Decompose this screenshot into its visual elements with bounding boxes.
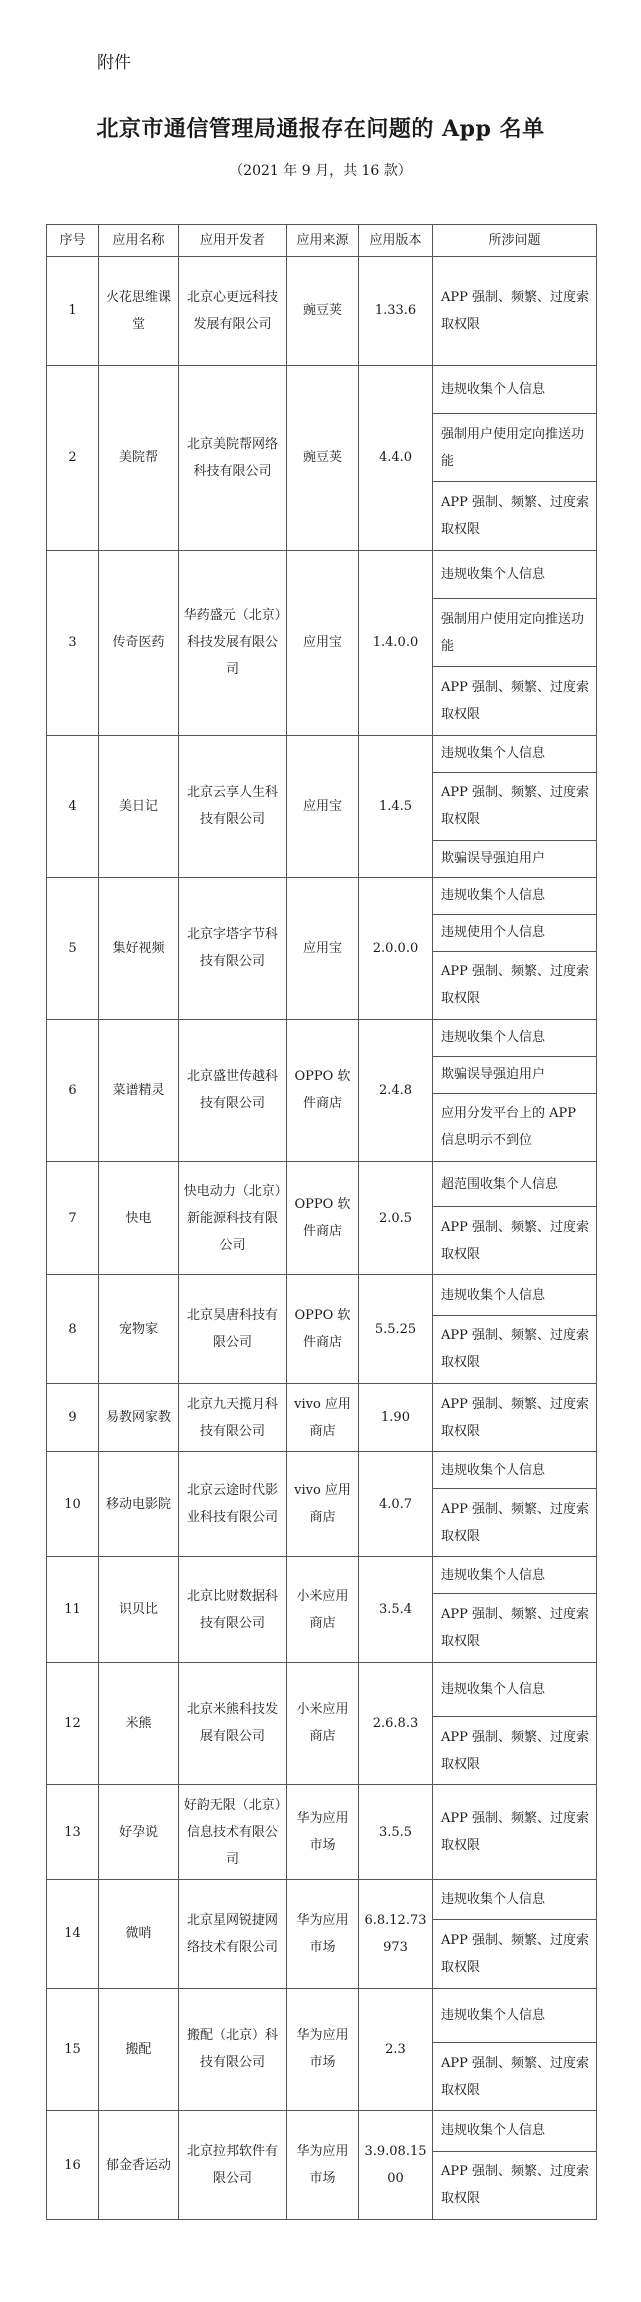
cell-no: 3 (47, 550, 99, 735)
table-row (47, 2111, 597, 2151)
cell-no: 14 (47, 1879, 99, 1988)
cell-developer: 北京字塔字节科技有限公司 (179, 877, 287, 1019)
cell-issue: 强制用户使用定向推送功能 (433, 599, 597, 667)
cell-app-name: 微哨 (99, 1879, 179, 1988)
cell-no: 9 (47, 1384, 99, 1452)
cell-source: OPPO 软件商店 (287, 1275, 359, 1384)
cell-app-name: 搬配 (99, 1988, 179, 2111)
cell-issue: APP 强制、频繁、过度索取权限 (433, 1716, 597, 1784)
table-row (47, 1785, 597, 1880)
cell-no: 5 (47, 877, 99, 1019)
col-header-developer: 应用开发者 (179, 225, 287, 257)
cell-version: 6.8.12.73973 (359, 1879, 433, 1988)
cell-no: 15 (47, 1988, 99, 2111)
cell-source: 豌豆荚 (287, 365, 359, 550)
cell-app-name: 宠物家 (99, 1275, 179, 1384)
cell-developer: 北京云享人生科技有限公司 (179, 735, 287, 877)
cell-developer: 北京拉邦软件有限公司 (179, 2111, 287, 2220)
cell-version: 2.6.8.3 (359, 1662, 433, 1785)
cell-developer: 北京美院帮网络科技有限公司 (179, 365, 287, 550)
table-row (47, 735, 597, 772)
col-header-version: 应用版本 (359, 225, 433, 257)
cell-issue: 超范围收集个人信息 (433, 1162, 597, 1207)
cell-no: 1 (47, 257, 99, 366)
table-header-row (47, 225, 597, 257)
cell-developer: 好韵无限（北京）信息技术有限公司 (179, 1785, 287, 1880)
cell-app-name: 识贝比 (99, 1557, 179, 1662)
table-row (47, 1879, 597, 1919)
cell-developer: 北京比财数据科技有限公司 (179, 1557, 287, 1662)
cell-issue: 违规收集个人信息 (433, 1275, 597, 1315)
cell-source: 应用宝 (287, 735, 359, 877)
cell-app-name: 快电 (99, 1162, 179, 1275)
cell-version: 2.4.8 (359, 1019, 433, 1161)
cell-version: 5.5.25 (359, 1275, 433, 1384)
cell-version: 4.0.7 (359, 1452, 433, 1557)
page-subtitle: （2021 年 9 月，共 16 款） (229, 163, 412, 179)
table-row (47, 1275, 597, 1315)
cell-no: 11 (47, 1557, 99, 1662)
cell-developer: 北京昊唐科技有限公司 (179, 1275, 287, 1384)
cell-issue: APP 强制、频繁、过度索取权限 (433, 482, 597, 550)
cell-version: 2.0.0.0 (359, 877, 433, 1019)
cell-issue: 违规收集个人信息 (433, 1019, 597, 1056)
col-header-issues: 所涉问题 (433, 225, 597, 257)
table-row (47, 365, 597, 414)
cell-issue: 违规收集个人信息 (433, 1452, 597, 1489)
table-row (47, 257, 597, 366)
cell-issue: 应用分发平台上的 APP 信息明示不到位 (433, 1093, 597, 1161)
cell-app-name: 郁金香运动 (99, 2111, 179, 2220)
cell-issue: APP 强制、频繁、过度索取权限 (433, 1315, 597, 1383)
cell-version: 1.33.6 (359, 257, 433, 366)
table-body (47, 257, 597, 2220)
cell-developer: 搬配（北京）科技有限公司 (179, 1988, 287, 2111)
cell-app-name: 米熊 (99, 1662, 179, 1785)
cell-no: 4 (47, 735, 99, 877)
table-row (47, 1384, 597, 1452)
cell-source: OPPO 软件商店 (287, 1162, 359, 1275)
cell-source: vivo 应用商店 (287, 1452, 359, 1557)
table-row (47, 1452, 597, 1489)
cell-no: 7 (47, 1162, 99, 1275)
cell-issue: APP 强制、频繁、过度索取权限 (433, 1384, 597, 1452)
cell-source: 小米应用商店 (287, 1557, 359, 1662)
cell-no: 2 (47, 365, 99, 550)
cell-issue: APP 强制、频繁、过度索取权限 (433, 772, 597, 840)
cell-source: 华为应用市场 (287, 1988, 359, 2111)
cell-no: 13 (47, 1785, 99, 1880)
cell-issue: 违规收集个人信息 (433, 1662, 597, 1716)
cell-developer: 北京星网锐捷网络技术有限公司 (179, 1879, 287, 1988)
attachment-label: 附件 (97, 53, 131, 73)
table-row (47, 1019, 597, 1056)
cell-no: 12 (47, 1662, 99, 1785)
cell-no: 16 (47, 2111, 99, 2220)
cell-version: 3.9.08.1500 (359, 2111, 433, 2220)
cell-source: 应用宝 (287, 877, 359, 1019)
cell-version: 1.4.5 (359, 735, 433, 877)
col-header-source: 应用来源 (287, 225, 359, 257)
cell-version: 3.5.5 (359, 1785, 433, 1880)
cell-app-name: 传奇医药 (99, 550, 179, 735)
cell-source: 应用宝 (287, 550, 359, 735)
cell-no: 10 (47, 1452, 99, 1557)
table-row (47, 1988, 597, 2042)
cell-developer: 北京九天揽月科技有限公司 (179, 1384, 287, 1452)
cell-issue: APP 强制、频繁、过度索取权限 (433, 1489, 597, 1557)
cell-issue: 强制用户使用定向推送功能 (433, 414, 597, 482)
cell-issue: 违规收集个人信息 (433, 2111, 597, 2151)
cell-version: 4.4.0 (359, 365, 433, 550)
table-row (47, 1557, 597, 1594)
cell-app-name: 火花思维课堂 (99, 257, 179, 366)
cell-issue: APP 强制、频繁、过度索取权限 (433, 257, 597, 366)
cell-app-name: 好孕说 (99, 1785, 179, 1880)
cell-version: 2.0.5 (359, 1162, 433, 1275)
cell-source: vivo 应用商店 (287, 1384, 359, 1452)
cell-developer: 北京米熊科技发展有限公司 (179, 1662, 287, 1785)
cell-developer: 北京盛世传越科技有限公司 (179, 1019, 287, 1161)
cell-issue: 违规收集个人信息 (433, 735, 597, 772)
app-list-table (46, 224, 597, 2220)
cell-issue: APP 强制、频繁、过度索取权限 (433, 1920, 597, 1988)
cell-version: 3.5.4 (359, 1557, 433, 1662)
cell-app-name: 移动电影院 (99, 1452, 179, 1557)
page-title: 北京市通信管理局通报存在问题的 App 名单 (96, 116, 545, 142)
cell-issue: 欺骗误导强迫用户 (433, 1056, 597, 1093)
cell-app-name: 美日记 (99, 735, 179, 877)
cell-issue: 违规收集个人信息 (433, 877, 597, 914)
cell-issue: APP 强制、频繁、过度索取权限 (433, 1785, 597, 1880)
table-row (47, 550, 597, 599)
cell-issue: APP 强制、频繁、过度索取权限 (433, 951, 597, 1019)
cell-app-name: 美院帮 (99, 365, 179, 550)
cell-source: 华为应用市场 (287, 1879, 359, 1988)
table-row (47, 1162, 597, 1207)
cell-issue: 违规收集个人信息 (433, 365, 597, 414)
cell-issue: 违规收集个人信息 (433, 1988, 597, 2042)
cell-source: 华为应用市场 (287, 2111, 359, 2220)
cell-developer: 快电动力（北京）新能源科技有限公司 (179, 1162, 287, 1275)
cell-issue: 违规收集个人信息 (433, 1879, 597, 1919)
table-row (47, 1662, 597, 1716)
cell-developer: 北京云途时代影业科技有限公司 (179, 1452, 287, 1557)
cell-issue: 欺骗误导强迫用户 (433, 840, 597, 877)
cell-issue: 违规收集个人信息 (433, 1557, 597, 1594)
col-header-no: 序号 (47, 225, 99, 257)
cell-source: OPPO 软件商店 (287, 1019, 359, 1161)
cell-issue: APP 强制、频繁、过度索取权限 (433, 1594, 597, 1662)
col-header-name: 应用名称 (99, 225, 179, 257)
cell-issue: APP 强制、频繁、过度索取权限 (433, 667, 597, 735)
cell-app-name: 易教网家教 (99, 1384, 179, 1452)
cell-version: 1.90 (359, 1384, 433, 1452)
cell-issue: APP 强制、频繁、过度索取权限 (433, 1207, 597, 1275)
cell-developer: 北京心更远科技发展有限公司 (179, 257, 287, 366)
cell-no: 6 (47, 1019, 99, 1161)
table-row (47, 877, 597, 914)
cell-app-name: 集好视频 (99, 877, 179, 1019)
cell-issue: 违规使用个人信息 (433, 914, 597, 951)
cell-source: 豌豆荚 (287, 257, 359, 366)
cell-version: 2.3 (359, 1988, 433, 2111)
cell-issue: APP 强制、频繁、过度索取权限 (433, 2151, 597, 2219)
cell-app-name: 菜谱精灵 (99, 1019, 179, 1161)
cell-version: 1.4.0.0 (359, 550, 433, 735)
cell-issue: 违规收集个人信息 (433, 550, 597, 599)
cell-source: 小米应用商店 (287, 1662, 359, 1785)
cell-source: 华为应用市场 (287, 1785, 359, 1880)
cell-developer: 华药盛元（北京）科技发展有限公司 (179, 550, 287, 735)
cell-issue: APP 强制、频繁、过度索取权限 (433, 2042, 597, 2110)
cell-no: 8 (47, 1275, 99, 1384)
